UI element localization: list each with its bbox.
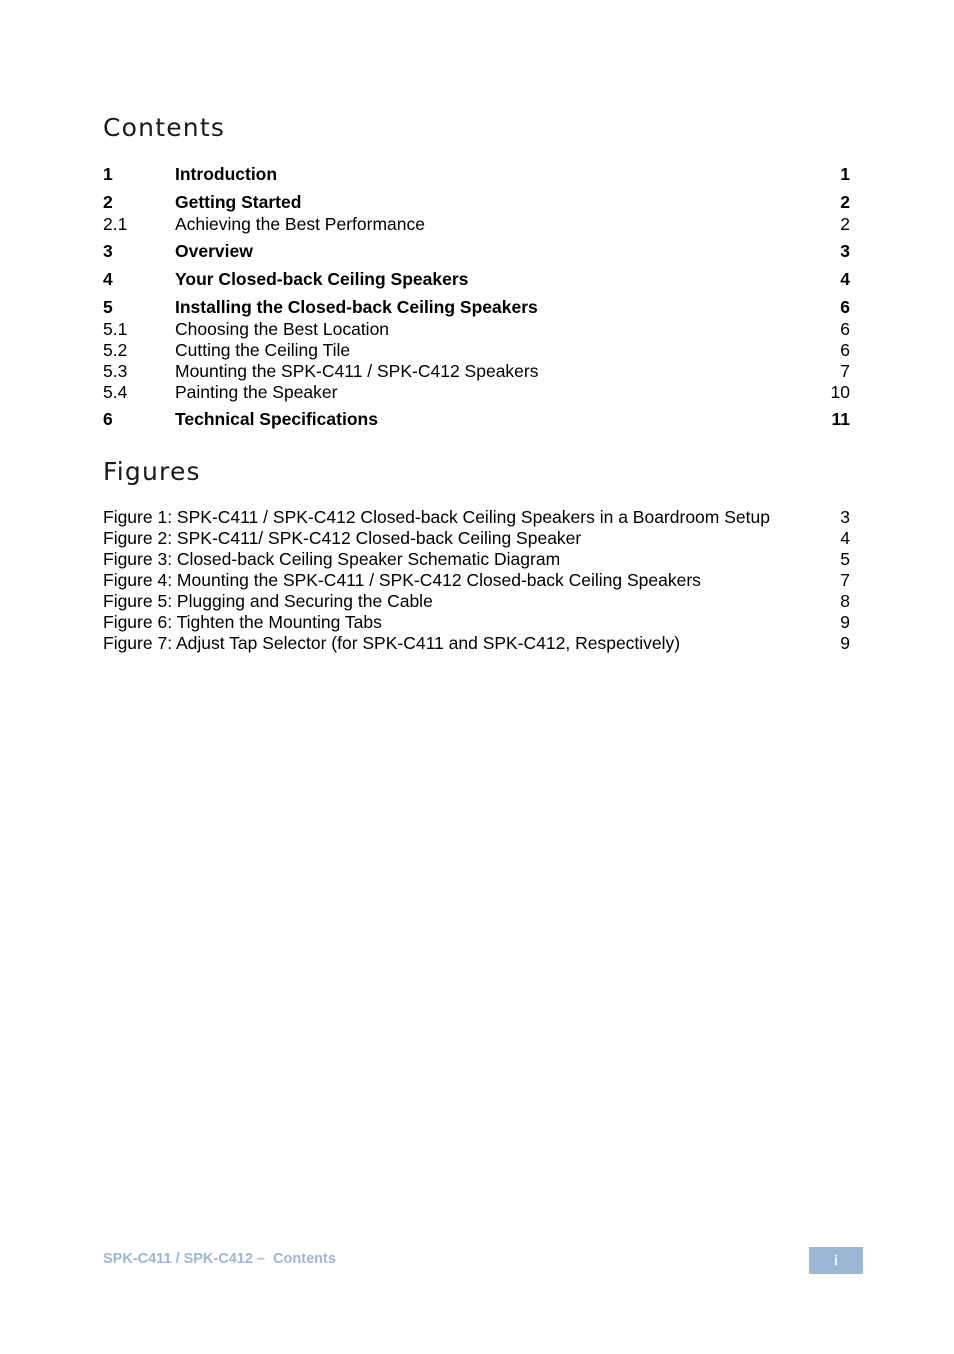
toc-subentry[interactable]: [103, 361, 850, 382]
toc-entry-page: 11: [831, 409, 850, 429]
toc-entry-number: 5.3: [103, 361, 128, 381]
toc-entry-page: 7: [840, 361, 850, 381]
figure-entry-title: Figure 2: SPK-C411/ SPK-C412 Closed-back Ceiling Speaker: [103, 528, 582, 548]
figures-heading: Figures: [103, 457, 201, 486]
figure-entry-title: Figure 7: Adjust Tap Selector (for SPK-C411 and SPK-C412, Respectively): [103, 633, 681, 653]
toc-entry-page: 2: [840, 214, 850, 234]
toc-entry[interactable]: [103, 295, 850, 319]
toc-entry-number: 1: [103, 164, 113, 184]
toc-entry-number: 5: [103, 297, 113, 317]
toc-entry-title: Mounting the SPK-C411 / SPK-C412 Speakers: [175, 361, 539, 381]
toc-entry-page: 6: [840, 319, 850, 339]
toc-entry[interactable]: [103, 190, 850, 214]
toc-entry-page: 10: [830, 382, 850, 402]
toc-entry-number: 5.2: [103, 340, 128, 360]
figure-entry-page: 9: [840, 633, 850, 653]
figure-entry-title: Figure 4: Mounting the SPK-C411 / SPK-C412 Closed-back Ceiling Speakers: [103, 570, 701, 590]
toc-subentry[interactable]: [103, 382, 850, 403]
toc-entry-page: 6: [840, 297, 850, 317]
toc-entry-title: Introduction: [175, 164, 278, 184]
figure-entry[interactable]: [103, 633, 850, 654]
toc-entry-number: 4: [103, 269, 113, 289]
toc-entry-number: 5.4: [103, 382, 128, 402]
figure-entry-page: 4: [840, 528, 850, 548]
figure-entry-page: 8: [840, 591, 850, 611]
toc-entry-title: Overview: [175, 241, 253, 261]
footer-text: SPK-C411 / SPK-C412 – Contents: [103, 1251, 336, 1267]
toc-entry[interactable]: [103, 407, 850, 431]
toc-entry-page: 1: [840, 164, 850, 184]
toc-entry[interactable]: [103, 162, 850, 186]
toc-entry-page: 2: [840, 192, 850, 212]
figure-entry[interactable]: [103, 549, 850, 570]
figure-entry-page: 3: [840, 507, 850, 527]
toc-entry-number: 2: [103, 192, 113, 212]
toc-entry-title: Cutting the Ceiling Tile: [175, 340, 351, 360]
toc-entry-page: 4: [840, 269, 850, 289]
toc-entry[interactable]: [103, 267, 850, 291]
toc-entry-title: Technical Specifications: [175, 409, 378, 429]
figure-entry[interactable]: [103, 528, 850, 549]
contents-heading: Contents: [103, 113, 226, 142]
footer-page-badge: i: [809, 1247, 863, 1274]
figure-entry-title: Figure 5: Plugging and Securing the Cable: [103, 591, 433, 611]
figure-entry[interactable]: [103, 507, 850, 528]
toc-entry-title: Installing the Closed-back Ceiling Speakers: [175, 297, 538, 317]
toc-subentry[interactable]: [103, 319, 850, 340]
toc-entry-title: Painting the Speaker: [175, 382, 338, 402]
toc-entry-title: Getting Started: [175, 192, 302, 212]
toc-entry-title: Your Closed-back Ceiling Speakers: [175, 269, 469, 289]
figures-list: [103, 507, 850, 654]
toc-entry-number: 6: [103, 409, 113, 429]
toc-subentry[interactable]: [103, 214, 850, 235]
toc-entry-number: 2.1: [103, 214, 128, 234]
figure-entry-page: 7: [840, 570, 850, 590]
toc-entry-number: 3: [103, 241, 113, 261]
figure-entry-title: Figure 6: Tighten the Mounting Tabs: [103, 612, 382, 632]
figure-entry-page: 9: [840, 612, 850, 632]
toc-entry-page: 6: [840, 340, 850, 360]
figure-entry[interactable]: [103, 570, 850, 591]
toc-entry-title: Achieving the Best Performance: [175, 214, 425, 234]
contents-list: [103, 162, 850, 431]
figure-entry-title: Figure 3: Closed-back Ceiling Speaker Schematic Diagram: [103, 549, 561, 569]
figure-entry-title: Figure 1: SPK-C411 / SPK-C412 Closed-back Ceiling Speakers in a Boardroom Setup: [103, 507, 770, 527]
toc-entry-number: 5.1: [103, 319, 128, 339]
toc-entry-page: 3: [840, 241, 850, 261]
toc-entry[interactable]: [103, 239, 850, 263]
figure-entry[interactable]: [103, 612, 850, 633]
toc-entry-title: Choosing the Best Location: [175, 319, 390, 339]
figure-entry[interactable]: [103, 591, 850, 612]
toc-subentry[interactable]: [103, 340, 850, 361]
figure-entry-page: 5: [840, 549, 850, 569]
